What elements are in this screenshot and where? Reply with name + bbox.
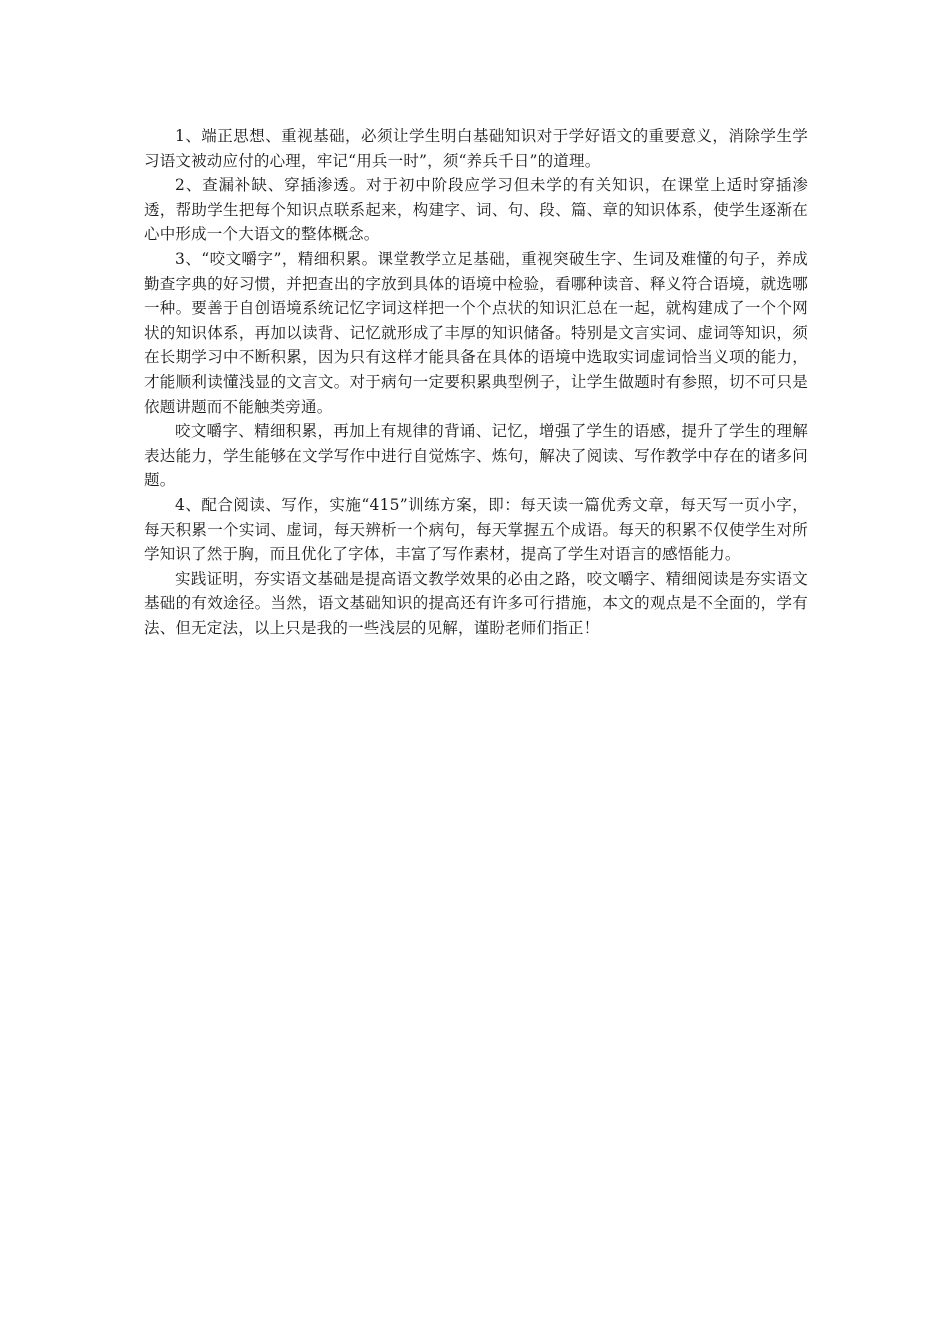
paragraph-3: 3、“咬文嚼字”，精细积累。课堂教学立足基础，重视突破生字、生词及难懂的句子，养成勤查字典的好习惯，并把查出的字放到具体的语境中检验，看哪种读音、释义符合语境，就选哪一种。要善于自创语境系统记忆字词这样把一个个点状的知识汇总在一起，就构建成了一个个网状的知识体系，再加以读背、记忆就形成了丰厚的知识储备。特别是文言实词、虚词等知识，须在长期学习中不断积累，因为只有这样才能具备在具体的语境中选取实词虚词恰当义项的能力，才能顺利读懂浅显的文言文。对于病句一定要积累典型例子，让学生做题时有参照，切不可只是依题讲题而不能触类旁通。 bbox=[144, 249, 808, 416]
paragraph-2: 2、查漏补缺、穿插渗透。对于初中阶段应学习但未学的有关知识，在课堂上适时穿插渗透，帮助学生把每个知识点联系起来，构建字、词、句、段、篇、章的知识体系，使学生逐渐在心中形成一个大语文的整体概念。 bbox=[144, 176, 808, 244]
paragraph-5: 4、配合阅读、写作，实施“415”训练方案，即：每天读一篇优秀文章，每天写一页小字，每天积累一个实词、虚词，每天辨析一个病句，每天掌握五个成语。每天的积累不仅使学生对所学知识了然于胸，而且优化了字体，丰富了写作素材，提高了学生对语言的感悟能力。 bbox=[144, 495, 808, 564]
paragraph-1: 1、端正思想、重视基础，必须让学生明白基础知识对于学好语文的重要意义，消除学生学习语文被动应付的心理，牢记“用兵一时”，须“养兵千日”的道理。 bbox=[144, 127, 808, 170]
document-body bbox=[144, 124, 808, 640]
paragraph-6: 实践证明，夯实语文基础是提高语文教学效果的必由之路，咬文嚼字、精细阅读是夯实语文基础的有效途径。当然，语文基础知识的提高还有许多可行措施，本文的观点是不全面的，学有法、但无定法，以上只是我的一些浅层的见解，谨盼老师们指正！ bbox=[144, 569, 808, 637]
paragraph-4: 咬文嚼字、精细积累，再加上有规律的背诵、记忆，增强了学生的语感，提升了学生的理解表达能力，学生能够在文学写作中进行自觉炼字、炼句，解决了阅读、写作教学中存在的诸多问题。 bbox=[144, 422, 808, 490]
